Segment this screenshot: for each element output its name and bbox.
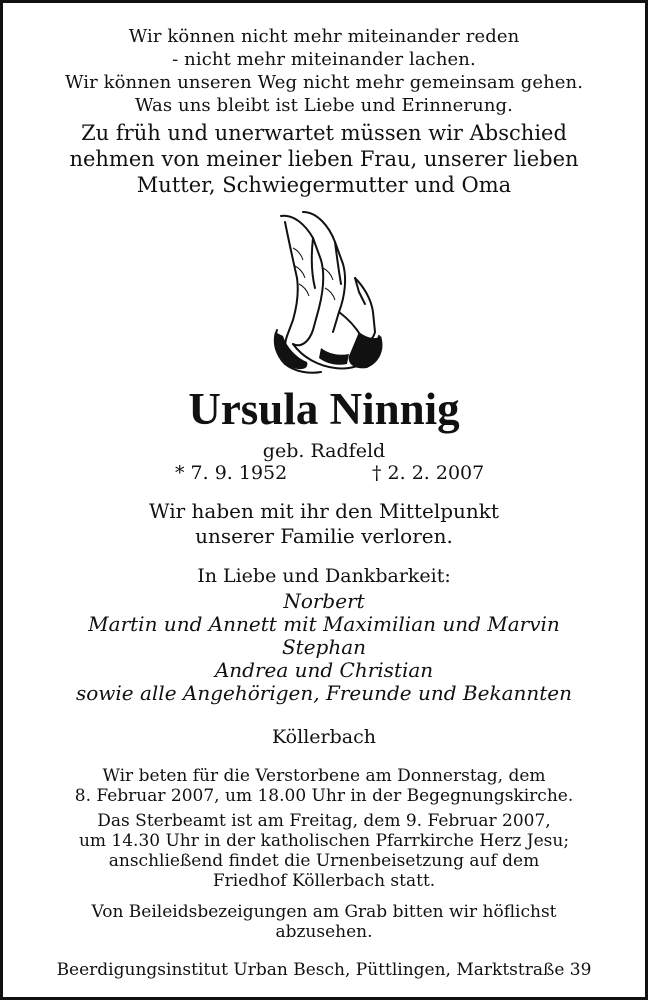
requiem-line: Friedhof Köllerbach statt.: [212, 871, 436, 891]
requiem-line: um 14.30 Uhr in der katholischen Pfarrkirche Herz Jesu;: [78, 831, 570, 851]
requiem-line: Das Sterbeamt ist am Freitag, dem 9. Februar 2007,: [97, 811, 551, 831]
mourner: Norbert: [283, 589, 365, 613]
poem-line: Was uns bleibt ist Liebe und Erinnerung.: [135, 95, 513, 116]
condolence-line: abzusehen.: [275, 922, 373, 942]
gratitude-heading: In Liebe und Dankbarkeit:: [197, 565, 451, 587]
prayer-service-info: [3, 766, 645, 806]
intro-line: nehmen von meiner lieben Frau, unserer lieben: [69, 147, 579, 171]
life-dates: [3, 461, 645, 485]
birth-date: * 7. 9. 1952: [175, 462, 288, 484]
requiem-line: anschließend findet die Urnenbeisetzung auf dem: [108, 851, 540, 871]
loss-line: unserer Familie verloren.: [195, 524, 453, 548]
mourners-list: [3, 590, 645, 705]
loss-line: Wir haben mit ihr den Mittelpunkt: [149, 499, 499, 523]
intro-text: [3, 120, 645, 198]
poem-line: Wir können unseren Weg nicht mehr gemeinsam gehen.: [64, 72, 584, 93]
funeral-home: Beerdigungsinstitut Urban Besch, Püttlingen, Marktstraße 39: [56, 960, 592, 980]
mourner: Andrea und Christian: [214, 658, 434, 682]
place-name: Köllerbach: [272, 726, 376, 748]
poem: [3, 25, 645, 117]
intro-line: Mutter, Schwiegermutter und Oma: [136, 173, 512, 197]
intro-line: Zu früh und unerwartet müssen wir Abschied: [81, 121, 567, 145]
maiden-name: geb. Radfeld: [262, 440, 386, 462]
mourner: sowie alle Angehörigen, Freunde und Bekannten: [75, 681, 573, 705]
poem-line: Wir können nicht mehr miteinander reden: [128, 26, 520, 47]
death-date: † 2. 2. 2007: [372, 462, 485, 484]
condolence-line: Von Beileidsbezeigungen am Grab bitten wir höflichst: [91, 902, 557, 922]
praying-hands-icon: [263, 208, 389, 376]
deceased-name: Ursula Ninnig: [188, 384, 460, 434]
condolence-note: [3, 902, 645, 942]
poem-line: - nicht mehr miteinander lachen.: [172, 49, 476, 70]
service-line: Wir beten für die Verstorbene am Donnerstag, dem: [102, 766, 546, 786]
service-line: 8. Februar 2007, um 18.00 Uhr in der Begegnungskirche.: [74, 786, 574, 806]
requiem-info: [3, 811, 645, 891]
mourner: Stephan: [281, 635, 367, 659]
mourner: Martin und Annett mit Maximilian und Marvin: [88, 612, 560, 636]
loss-statement: [3, 499, 645, 549]
